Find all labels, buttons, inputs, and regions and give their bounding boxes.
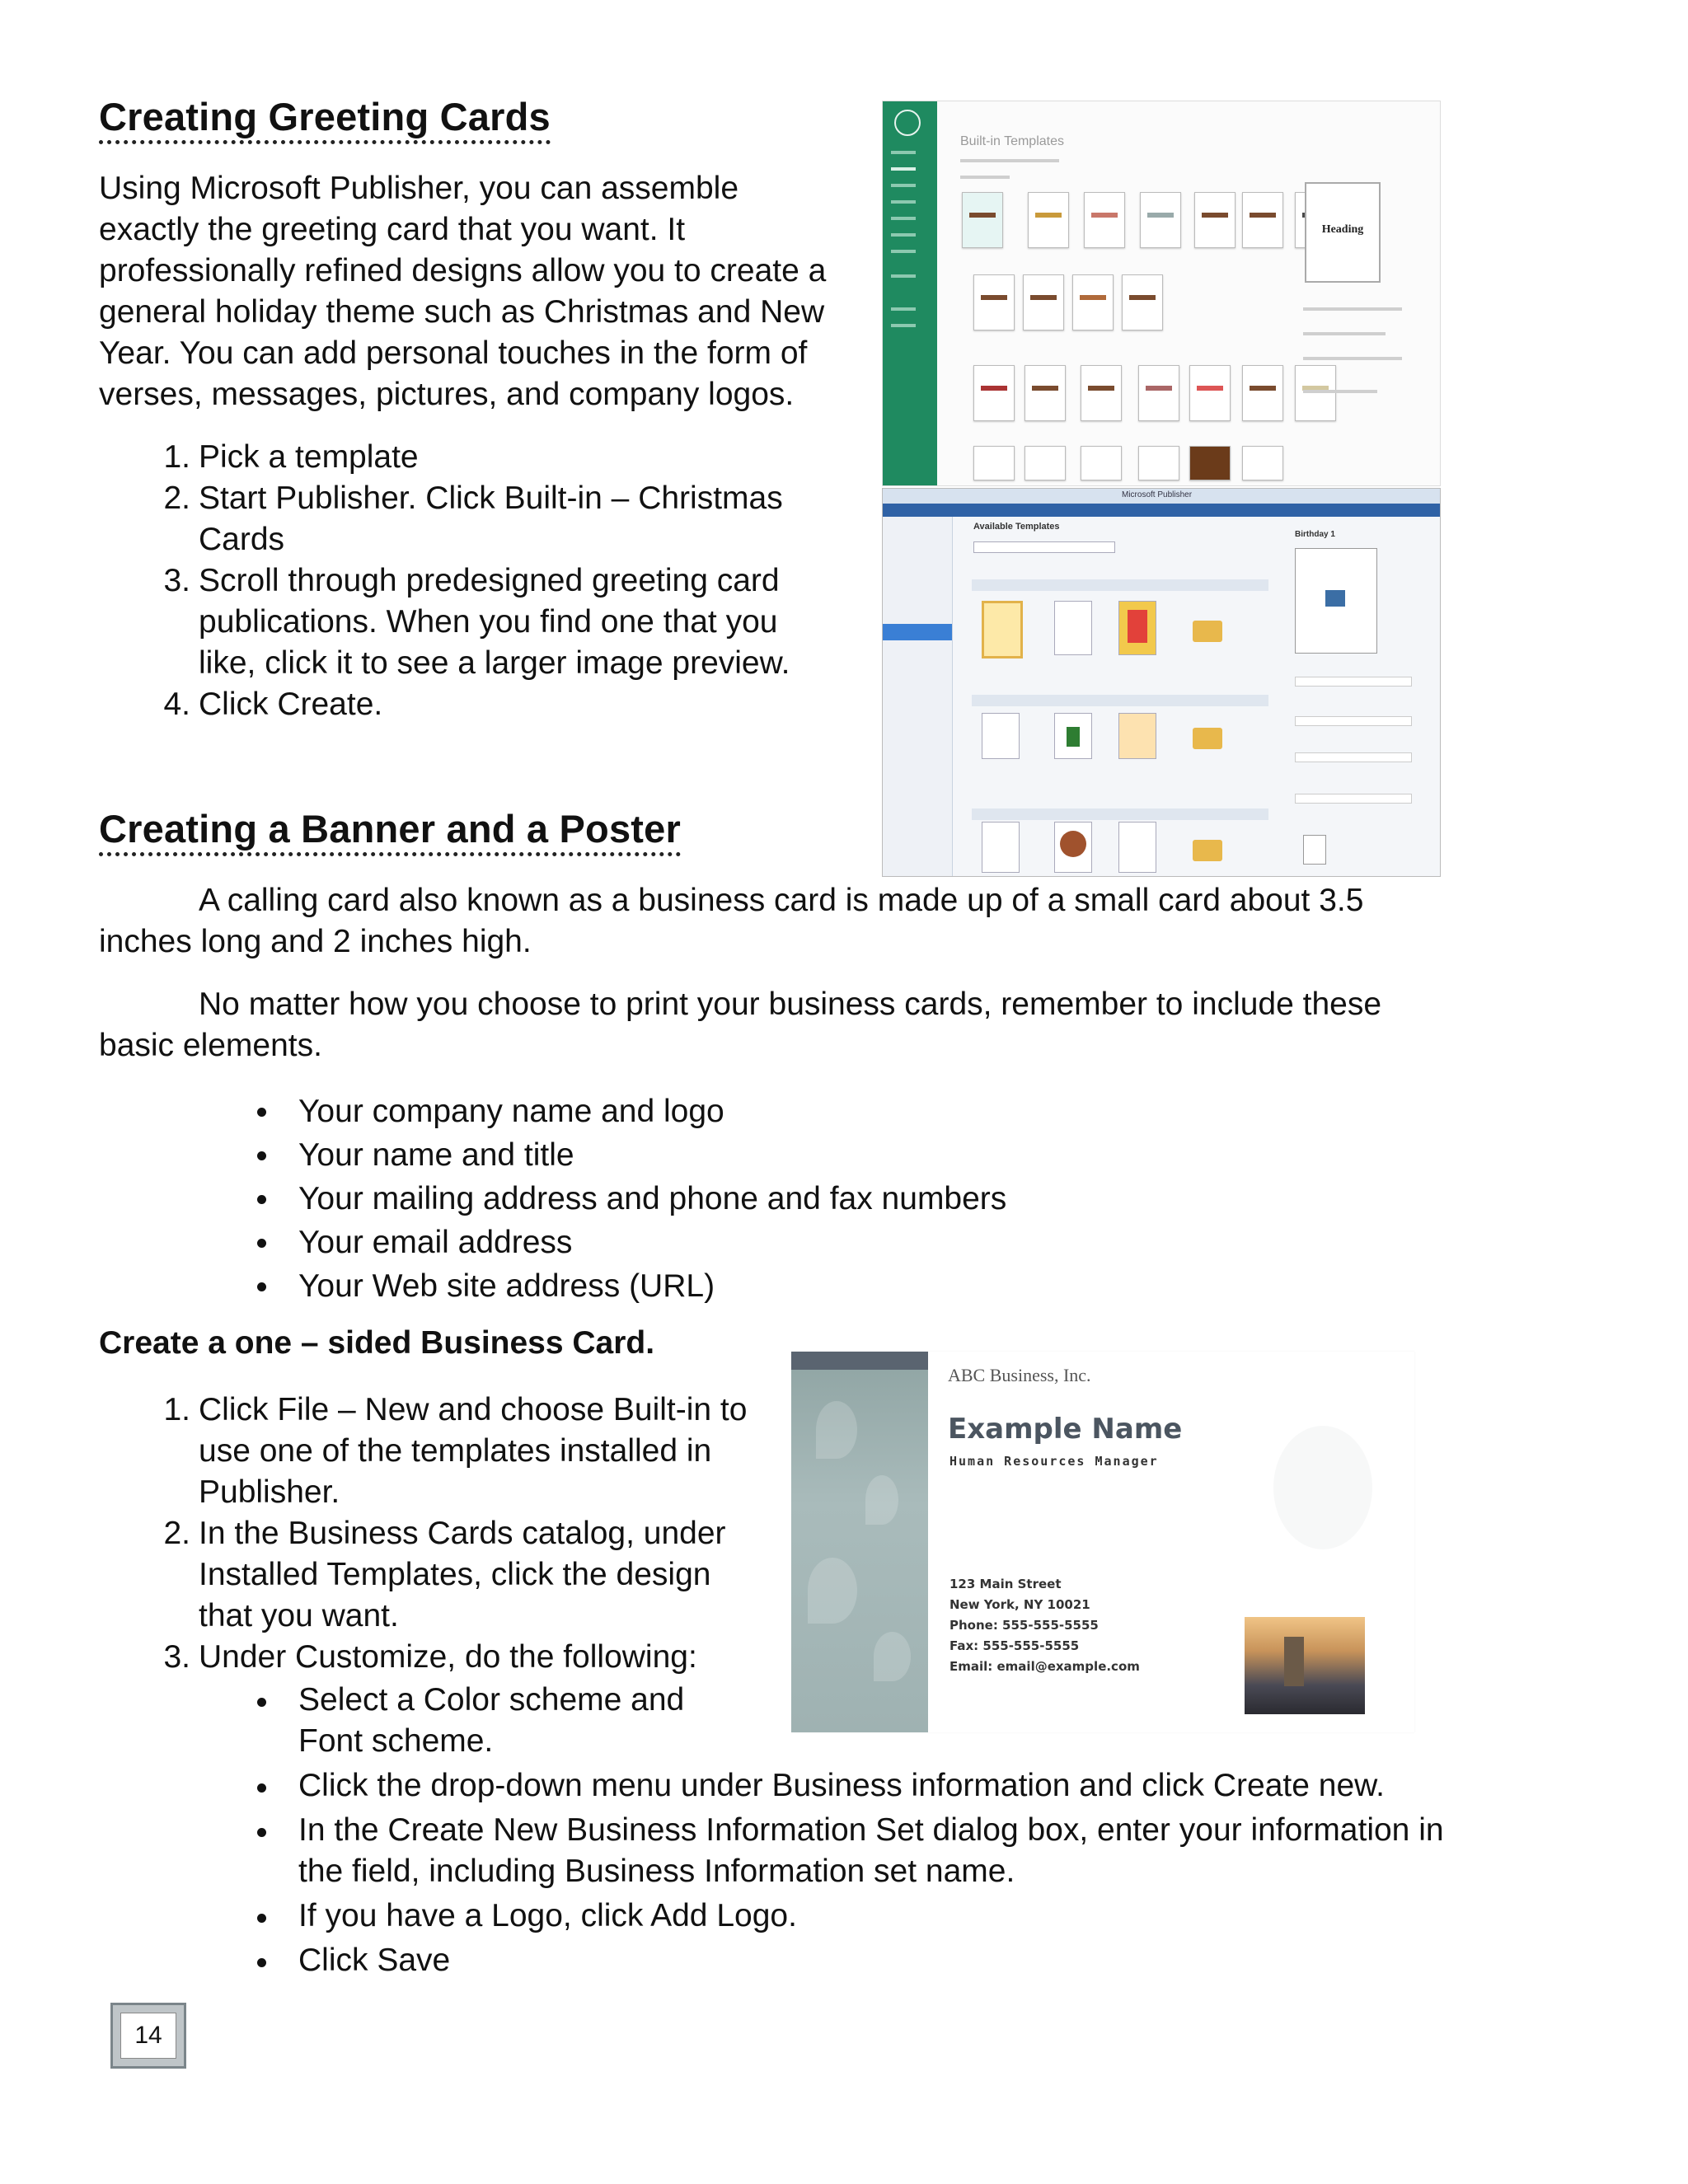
step-text: Installed Templates, click the design: [199, 1557, 711, 1592]
template-thumbnail[interactable]: [1025, 365, 1066, 421]
intro-line: Using Microsoft Publisher, you can assemble: [99, 171, 739, 206]
template-thumbnail[interactable]: [1189, 446, 1231, 480]
step-text: Click Create.: [199, 687, 383, 722]
template-thumbnail[interactable]: [973, 446, 1015, 480]
intro-line: exactly the greeting card that you want. It: [99, 212, 686, 247]
publisher-2010-screenshot: [882, 488, 1441, 877]
template-thumbnail[interactable]: [1194, 192, 1236, 248]
template-thumbnail[interactable]: [1023, 274, 1064, 330]
folder-icon[interactable]: [1193, 621, 1222, 642]
business-card-heading: Create a one – sided Business Card.: [99, 1325, 655, 1361]
folder-icon[interactable]: [1193, 728, 1222, 749]
built-in-templates-title: Built-in Templates: [960, 134, 1064, 148]
template-thumbnail[interactable]: [1054, 822, 1092, 873]
list-item: [163, 1513, 792, 1637]
card-decorative-band: [791, 1352, 928, 1732]
template-thumbnail[interactable]: [1242, 365, 1283, 421]
list-item: [163, 560, 858, 684]
window-title-bar: [883, 489, 1440, 504]
list-item: [163, 684, 858, 725]
list-item: Your name and title: [298, 1133, 1287, 1177]
step-number: 4.: [163, 687, 190, 722]
template-thumbnail[interactable]: [1054, 713, 1092, 759]
greeting-cards-heading: Creating Greeting Cards: [99, 96, 551, 144]
greeting-steps-list: [163, 437, 858, 725]
step-text: Scroll through predesigned greeting card: [199, 563, 780, 598]
list-item: Your mailing address and phone and fax numbers: [298, 1177, 1287, 1221]
backstage-nav-rail: [883, 101, 937, 485]
business-card-steps-list: [163, 1390, 792, 1678]
list-item: [163, 1390, 792, 1513]
card-address-line: New York, NY 10021: [950, 1597, 1090, 1612]
paragraph-line: basic elements.: [99, 1028, 322, 1063]
step-text: Publisher.: [199, 1474, 340, 1510]
list-item: Your Web site address (URL): [298, 1264, 1287, 1308]
page-number: 14: [120, 2013, 176, 2059]
step-text: Click File – New and choose Built-in to: [199, 1392, 748, 1427]
template-thumbnail[interactable]: [1118, 601, 1156, 655]
card-watermark: [1273, 1426, 1372, 1549]
substep-text: the field, including Business Information set name.: [298, 1854, 1015, 1889]
card-person-name: Example Name: [948, 1413, 1183, 1446]
page-number-box: [110, 2003, 186, 2069]
intro-line: general holiday theme such as Christmas and New: [99, 294, 825, 330]
template-thumbnail[interactable]: [1140, 192, 1181, 248]
templates-dropdown[interactable]: [973, 541, 1115, 553]
card-address-line: Email: email@example.com: [950, 1659, 1140, 1674]
template-thumbnail[interactable]: [973, 365, 1015, 421]
list-item: [298, 1896, 1535, 1937]
template-thumbnail[interactable]: [1138, 365, 1179, 421]
template-thumbnail[interactable]: [973, 274, 1015, 330]
list-item: [163, 478, 858, 560]
template-thumbnail[interactable]: [1242, 446, 1283, 480]
new-menu-item[interactable]: [883, 624, 952, 640]
template-thumbnail[interactable]: [1242, 192, 1283, 248]
calling-card-paragraph: [99, 880, 1484, 963]
step-text: that you want.: [199, 1598, 399, 1633]
step-number: 3.: [163, 1639, 190, 1675]
step-number: 1.: [163, 1392, 190, 1427]
greeting-cards-intro: [99, 168, 857, 415]
list-item: [298, 1765, 1535, 1807]
intro-line: verses, messages, pictures, and company logos.: [99, 377, 795, 412]
substep-text: Click the drop-down menu under Business information and click Create new.: [298, 1768, 1386, 1803]
step-text: In the Business Cards catalog, under: [199, 1516, 726, 1551]
card-address-line: Fax: 555-555-5555: [950, 1638, 1080, 1653]
paragraph-line: A calling card also known as a business card is made up of a small card about 3.5: [199, 883, 1364, 918]
template-thumbnail[interactable]: [1028, 192, 1069, 248]
template-preview: [1305, 182, 1381, 283]
window-title: Microsoft Publisher: [1122, 490, 1193, 499]
template-thumbnail[interactable]: [1122, 274, 1163, 330]
card-company-name: ABC Business, Inc.: [948, 1365, 1091, 1385]
step-number: 1.: [163, 439, 190, 475]
paragraph-line: inches long and 2 inches high.: [99, 924, 532, 959]
template-thumbnail[interactable]: [982, 713, 1020, 759]
back-arrow-icon: [894, 110, 921, 136]
step-number: 3.: [163, 563, 190, 598]
template-preview: [1295, 548, 1377, 654]
template-thumbnail[interactable]: [1081, 365, 1122, 421]
file-menu-sidebar: [883, 517, 953, 876]
list-item: [298, 1810, 1535, 1892]
step-number: 2.: [163, 1516, 190, 1551]
card-photo: [1245, 1617, 1365, 1714]
template-thumbnail[interactable]: [982, 822, 1020, 873]
paragraph-line: No matter how you choose to print your business cards, remember to include these: [199, 987, 1382, 1022]
template-thumbnail[interactable]: [1118, 713, 1156, 759]
template-thumbnail[interactable]: [1081, 446, 1122, 480]
step-text: Pick a template: [199, 439, 419, 475]
substep-text: Font scheme.: [298, 1723, 494, 1759]
step-text: Start Publisher. Click Built-in – Christmas: [199, 480, 783, 516]
step-text: publications. When you find one that you: [199, 604, 778, 640]
publisher-backstage-screenshot: [882, 101, 1441, 486]
card-address-line: 123 Main Street: [950, 1577, 1062, 1591]
template-thumbnail[interactable]: [1072, 274, 1114, 330]
folder-icon[interactable]: [1193, 840, 1222, 861]
banner-poster-heading: Creating a Banner and a Poster: [99, 808, 681, 856]
basic-elements-paragraph: [99, 984, 1484, 1066]
step-number: 2.: [163, 480, 190, 516]
list-item: Your email address: [298, 1221, 1287, 1264]
list-item: [163, 1637, 792, 1678]
create-button[interactable]: [1303, 835, 1326, 865]
card-address-line: Phone: 555-555-5555: [950, 1618, 1099, 1633]
available-templates-label: Available Templates: [973, 522, 1060, 532]
substep-text: If you have a Logo, click Add Logo.: [298, 1898, 797, 1933]
template-thumbnail[interactable]: [1084, 192, 1125, 248]
preview-title: Birthday 1: [1295, 530, 1335, 539]
template-thumbnail[interactable]: [1054, 601, 1092, 655]
step-text: Cards: [199, 522, 285, 557]
substep-text: In the Create New Business Information Set dialog box, enter your information in: [298, 1812, 1444, 1848]
template-thumbnail[interactable]: [1025, 446, 1066, 480]
preview-heading-text: Heading: [1321, 223, 1364, 236]
business-card-example: [791, 1352, 1414, 1732]
template-thumbnail[interactable]: [1189, 365, 1231, 421]
step-text: use one of the templates installed in: [199, 1433, 712, 1469]
template-thumbnail[interactable]: [1295, 365, 1336, 421]
template-thumbnail[interactable]: [962, 192, 1003, 248]
template-thumbnail[interactable]: [982, 601, 1023, 658]
substep-text: Select a Color scheme and: [298, 1682, 685, 1718]
business-card-elements-list: [298, 1090, 1287, 1308]
intro-line: professionally refined designs allow you to create a: [99, 253, 827, 288]
template-thumbnail[interactable]: [1138, 446, 1179, 480]
card-job-title: Human Resources Manager: [950, 1454, 1159, 1469]
ribbon-tabs: [883, 504, 1440, 517]
intro-line: Year. You can add personal touches in the form of: [99, 335, 808, 371]
template-thumbnail[interactable]: [1118, 822, 1156, 873]
step-text: Under Customize, do the following:: [199, 1639, 697, 1675]
card-address-block: [950, 1574, 1140, 1677]
substep-text: Click Save: [298, 1943, 451, 1978]
step-text: like, click it to see a larger image preview.: [199, 645, 790, 681]
list-item: [298, 1940, 1535, 1981]
list-item: [163, 437, 858, 478]
list-item: Your company name and logo: [298, 1090, 1287, 1133]
